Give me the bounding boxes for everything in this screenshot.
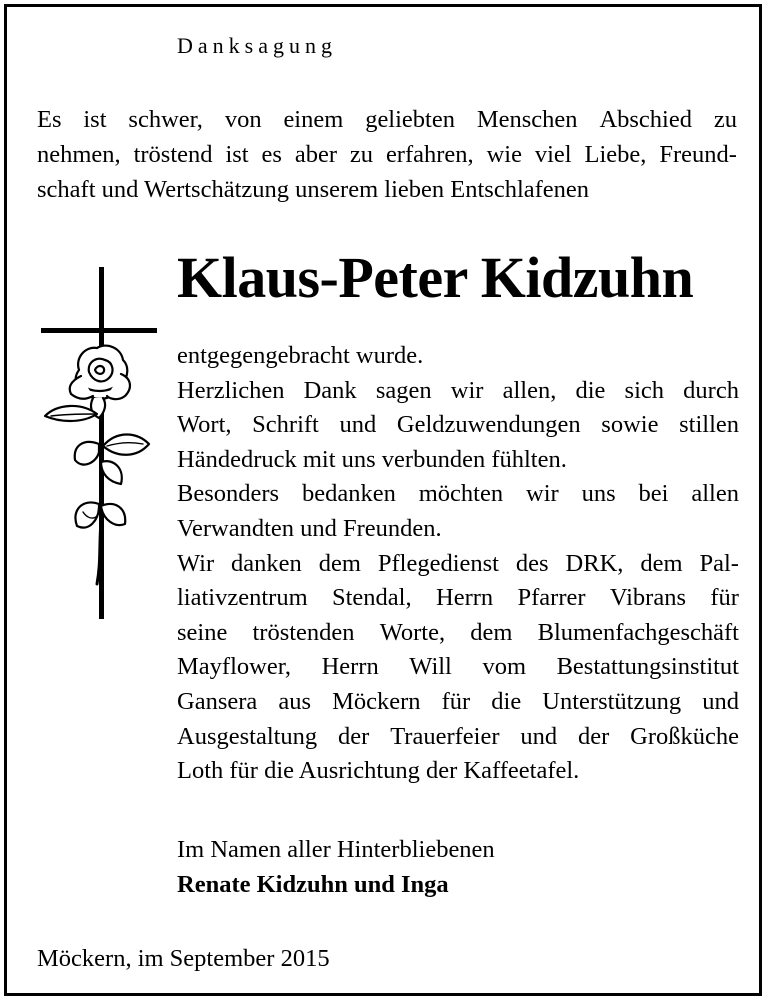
- word: Trauerfeier: [390, 722, 500, 750]
- word: Liebe,: [584, 141, 647, 168]
- word: es: [261, 141, 282, 168]
- word: Pfarrer: [517, 584, 586, 612]
- word: viel: [534, 141, 572, 168]
- word: der: [577, 722, 610, 750]
- word: Pal-: [699, 549, 739, 577]
- word: Menschen: [476, 106, 578, 133]
- word: danken: [231, 549, 302, 577]
- word: allen,: [502, 376, 557, 404]
- text-line: Loth für die Ausrichtung der Kaffeetafel.: [177, 757, 580, 785]
- word: Herzlichen: [177, 376, 285, 404]
- word: aber: [294, 141, 337, 168]
- thanks-paragraph: [177, 339, 739, 789]
- word: dem: [640, 549, 683, 577]
- word: Abschied: [599, 106, 692, 133]
- word: Schrift: [252, 411, 319, 439]
- word: Herrn: [321, 653, 379, 681]
- word: tröstend: [133, 141, 213, 168]
- word: und: [702, 687, 739, 715]
- text-line: schaft und Wertschätzung unserem lieben Entschlafenen: [37, 176, 590, 203]
- signoff-names: Renate Kidzuhn und Inga: [177, 871, 449, 898]
- word: Blumenfachgeschäft: [537, 618, 739, 646]
- word: zu: [713, 106, 737, 133]
- word: wir: [450, 376, 484, 404]
- word: bei: [638, 480, 669, 508]
- word: durch: [683, 376, 739, 404]
- word: die: [575, 376, 606, 404]
- word: die: [491, 687, 522, 715]
- word: sich: [624, 376, 665, 404]
- word: und: [520, 722, 558, 750]
- word: Ausgestaltung: [177, 722, 318, 750]
- word: Möckern: [332, 687, 421, 715]
- text-line: [177, 616, 739, 651]
- word: Gansera: [177, 687, 258, 715]
- word: tröstenden: [252, 618, 355, 646]
- text-line: Verwandten und Freunden.: [177, 514, 442, 542]
- word: zu: [349, 141, 374, 168]
- word: Stendal,: [332, 584, 412, 612]
- word: für: [441, 687, 471, 715]
- text-line: entgegengebracht wurde.: [177, 342, 424, 369]
- word: schwer,: [128, 106, 203, 133]
- word: des: [515, 549, 549, 577]
- word: nehmen,: [37, 141, 121, 168]
- word: dem: [318, 549, 361, 577]
- word: Wort,: [177, 411, 232, 439]
- word: wie: [486, 141, 522, 168]
- text-line: [177, 547, 739, 582]
- word: DRK,: [565, 549, 624, 577]
- obituary-notice: [4, 4, 762, 996]
- word: Besonders: [177, 480, 280, 508]
- text-line: [37, 102, 737, 137]
- word: sagen: [375, 376, 432, 404]
- word: liativzentrum: [177, 584, 308, 612]
- word: erfahren,: [385, 141, 474, 168]
- word: Will: [409, 653, 452, 681]
- word: sowie: [601, 411, 659, 439]
- word: möchten: [418, 480, 504, 508]
- text-line: [177, 374, 739, 409]
- word: von: [224, 106, 262, 133]
- word: ist: [83, 106, 107, 133]
- word: für: [710, 584, 739, 612]
- text-line: [177, 650, 739, 685]
- text-line: [177, 408, 739, 443]
- text-line: [177, 685, 739, 720]
- word: Wir: [177, 549, 215, 577]
- heading: Danksagung: [177, 33, 337, 58]
- word: Großküche: [630, 722, 739, 750]
- word: Geldzuwendungen: [396, 411, 581, 439]
- word: bedanken: [301, 480, 396, 508]
- deceased-name: Klaus-Peter Kidzuhn: [177, 245, 694, 310]
- signoff-intro: Im Namen aller Hinterbliebenen: [177, 836, 495, 863]
- word: Mayflower,: [177, 653, 291, 681]
- text-line: [37, 137, 737, 172]
- word: der: [338, 722, 370, 750]
- word: stillen: [679, 411, 739, 439]
- intro-paragraph: [37, 102, 737, 207]
- text-line: [177, 720, 739, 755]
- word: geliebten: [365, 106, 455, 133]
- cross-icon: [37, 262, 157, 622]
- text-line: [177, 477, 739, 512]
- word: Vibrans: [609, 584, 687, 612]
- word: wir: [526, 480, 559, 508]
- word: dem: [470, 618, 513, 646]
- rose-icon: [45, 346, 149, 584]
- text-line: Händedruck mit uns verbunden fühlten.: [177, 445, 567, 473]
- word: Pflegedienst: [377, 549, 499, 577]
- word: Bestattungsinstitut: [556, 653, 739, 681]
- word: Herrn: [436, 584, 494, 612]
- word: seine: [177, 618, 228, 646]
- word: Unterstützung: [542, 687, 682, 715]
- word: einem: [283, 106, 344, 133]
- word: Es: [37, 106, 62, 133]
- word: Freund-: [659, 141, 737, 168]
- text-line: [177, 581, 739, 616]
- word: Worte,: [379, 618, 446, 646]
- word: uns: [581, 480, 616, 508]
- word: aus: [278, 687, 312, 715]
- place-date: Möckern, im September 2015: [37, 945, 330, 972]
- word: ist: [225, 141, 249, 168]
- word: vom: [482, 653, 527, 681]
- word: und: [339, 411, 377, 439]
- word: Dank: [303, 376, 357, 404]
- word: allen: [691, 480, 739, 508]
